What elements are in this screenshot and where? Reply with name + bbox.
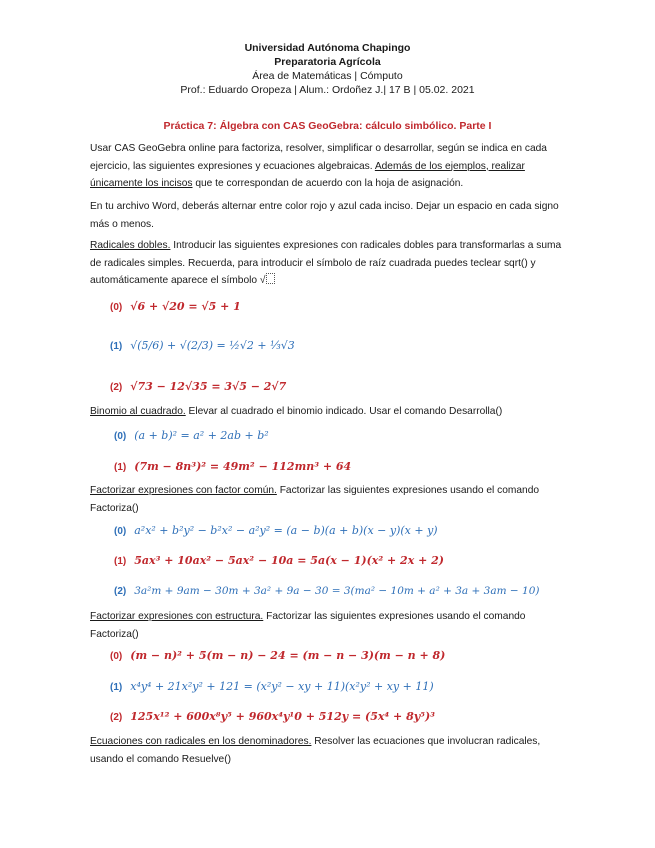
item-number: (1) <box>110 341 123 352</box>
section-estructura <box>90 608 570 643</box>
section-text: Factorizar las siguientes expresiones usando el comando Factoriza() <box>90 611 526 640</box>
section-heading: Radicales dobles. <box>90 240 171 251</box>
item-number: (2) <box>110 712 123 723</box>
intro-paragraph <box>90 140 570 193</box>
equation-row <box>114 585 540 597</box>
placeholder-box <box>266 273 275 284</box>
item-number: (1) <box>114 556 127 567</box>
sqrt-symbol: √ <box>259 275 266 287</box>
equation-row <box>110 710 435 723</box>
item-number: (1) <box>110 682 123 693</box>
section-heading: Ecuaciones con radicales en los denominadores. <box>90 736 312 747</box>
item-number: (0) <box>110 651 123 662</box>
equation-text: (m − n)² + 5(m − n) − 24 = (m − n − 3)(m − n + 8) <box>130 649 446 662</box>
item-number: (2) <box>114 586 127 597</box>
section-text: Elevar al cuadrado el binomio indicado. Usar el comando Desarrolla() <box>185 406 503 417</box>
section-text: Introducir las siguientes expresiones con radicales dobles para transformarlas a suma de radicales simples. Recuerda, para introducir el símbolo de raíz cuadrada puedes teclear sqrt() y automáticamente aparece el símbolo <box>90 240 562 287</box>
equation-text: √73 − 12√35 = 3√5 − 2√7 <box>130 380 287 393</box>
equation-row <box>114 429 269 442</box>
section-heading: Binomio al cuadrado. <box>90 406 186 417</box>
school-name: Preparatoria Agrícola <box>274 56 381 68</box>
equation-text: x⁴y⁴ + 21x²y² + 121 = (x²y² − xy + 11)(x²y² + xy + 11) <box>130 680 434 693</box>
item-number: (0) <box>114 526 127 537</box>
section-factor-comun <box>90 482 570 517</box>
equation-row <box>114 554 444 567</box>
equation-text: 5ax³ + 10ax² − 5ax² − 10a = 5a(x − 1)(x² + 2x + 2) <box>134 554 444 567</box>
university-name: Universidad Autónoma Chapingo <box>244 42 411 54</box>
equation-row <box>110 300 241 313</box>
equation-row <box>114 524 438 537</box>
section-ecuaciones <box>90 733 570 768</box>
intro-tail: que te correspondan de acuerdo con la hoja de asignación. <box>192 178 464 190</box>
item-number: (1) <box>114 462 127 473</box>
equation-row <box>110 680 434 693</box>
people-line: Prof.: Eduardo Oropeza | Alum.: Ordoñez J.| 17 B | 05.02. 2021 <box>180 84 475 96</box>
equation-text: (7m − 8n³)² = 49m² − 112mn³ + 64 <box>134 460 352 473</box>
equation-text: a²x² + b²y² − b²x² − a²y² = (a − b)(a + b)(x − y)(x + y) <box>134 524 438 537</box>
section-heading: Factorizar expresiones con factor común. <box>90 485 277 496</box>
equation-text: √6 + √20 = √5 + 1 <box>130 300 241 313</box>
word-note: En tu archivo Word, deberás alternar entre color rojo y azul cada inciso. Dejar un espacio en cada signo más o menos. <box>90 201 559 230</box>
equation-row <box>110 649 445 662</box>
section-text: Resolver las ecuaciones que involucran radicales, usando el comando Resuelve() <box>90 736 541 765</box>
item-number: (2) <box>110 382 123 393</box>
equation-text: √(5/6) + √(2/3) = ½√2 + ⅓√3 <box>130 339 295 352</box>
area-name: Área de Matemáticas | Cómputo <box>252 70 403 82</box>
intro-underlined: Además de los ejemplos, realizar únicamente los incisos <box>90 160 525 190</box>
intro-text: Usar CAS GeoGebra online para factoriza, resolver, simplificar o desarrollar, según se indica en cada ejercicio, las siguientes expresiones y ecuaciones algebraicas. <box>90 143 547 172</box>
equation-text: 3a²m + 9am − 30m + 3a² + 9a − 30 = 3(ma² − 10m + a² + 3a + 3am − 10) <box>134 585 540 597</box>
section-heading: Factorizar expresiones con estructura. <box>90 611 264 622</box>
equation-text: (a + b)² = a² + 2ab + b² <box>134 429 269 442</box>
equation-row <box>114 460 351 473</box>
equation-row <box>110 339 295 352</box>
practice-title: Práctica 7: Álgebra con CAS GeoGebra: cálculo simbólico. Parte I <box>163 120 492 132</box>
item-number: (0) <box>110 302 123 313</box>
section-binomio <box>90 403 570 421</box>
section-radicales <box>90 237 570 290</box>
equation-row <box>110 380 286 393</box>
equation-text: 125x¹² + 600x⁸y⁵ + 960x⁴y¹0 + 512y = (5x⁴ + 8y⁵)³ <box>130 710 435 723</box>
item-number: (0) <box>114 431 127 442</box>
section-text: Factorizar las siguientes expresiones usando el comando Factoriza() <box>90 485 540 514</box>
